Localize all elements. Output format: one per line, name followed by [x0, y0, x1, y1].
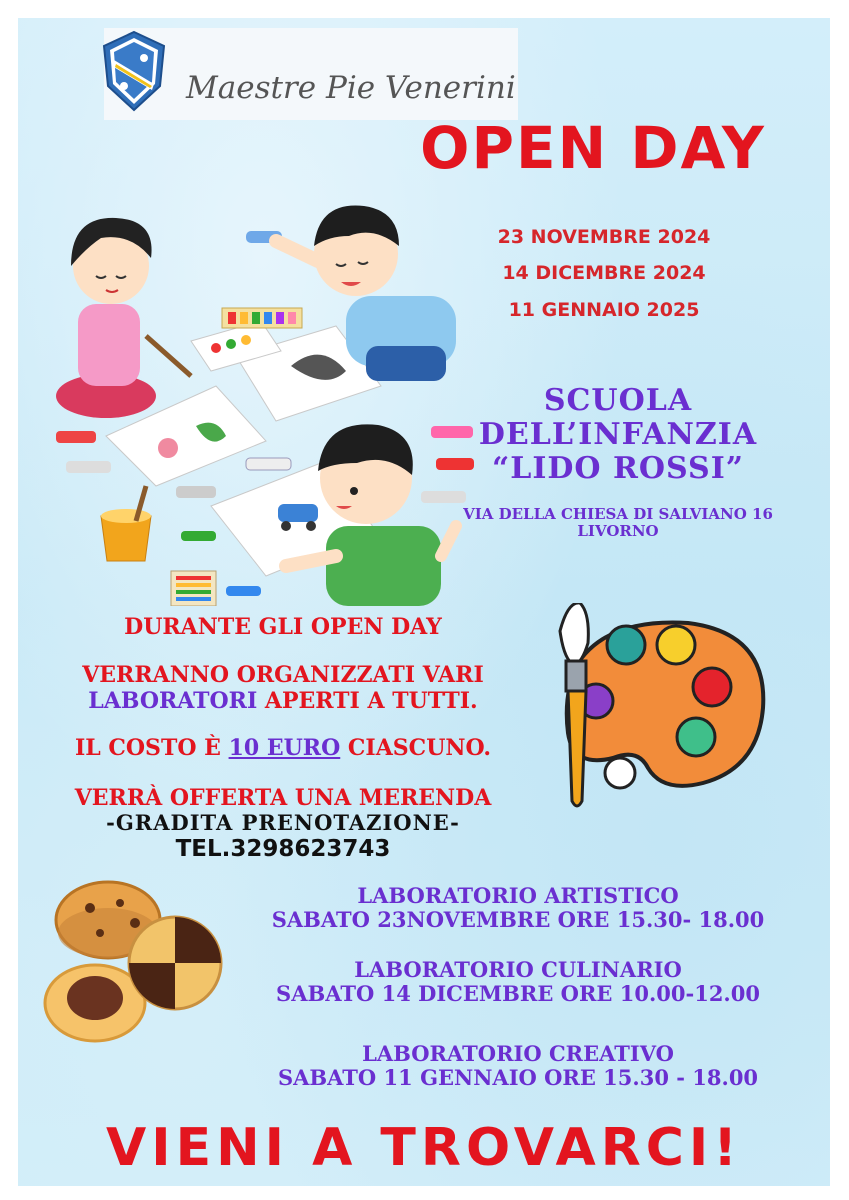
- brand-name: Maestre Pie Venerini: [186, 70, 516, 106]
- cost-suffix: CIASCUNO.: [340, 735, 492, 761]
- children-painting-illustration: [36, 186, 476, 606]
- labs-word: LABORATORI: [88, 688, 258, 714]
- page-title: OPEN DAY: [420, 114, 766, 182]
- lab-name: LABORATORIO CULINARIO: [354, 957, 682, 982]
- info-booking: -GRADITA PRENOTAZIONE-: [106, 810, 460, 835]
- lab-schedule: SABATO 11 GENNAIO ORE 15.30 - 18.00: [277, 1065, 759, 1090]
- open-day-date: 11 GENNAIO 2025: [508, 299, 700, 321]
- open-day-date: 23 NOVEMBRE 2024: [497, 226, 711, 248]
- call-to-action: VIENI A TROVARCI!: [106, 1118, 742, 1178]
- lab-name: LABORATORIO CREATIVO: [362, 1041, 674, 1066]
- school-address: VIA DELLA CHIESA DI SALVIANO 16: [463, 505, 773, 523]
- cost-value: 10 EURO: [228, 735, 341, 761]
- open-to-all: APERTI A TUTTI.: [257, 688, 478, 714]
- flyer: [18, 18, 830, 1186]
- open-day-date: 14 DICEMBRE 2024: [502, 262, 706, 284]
- paint-palette-icon: [538, 603, 768, 823]
- school-name-line: SCUOLA: [543, 383, 693, 418]
- lab-name: LABORATORIO ARTISTICO: [357, 883, 679, 908]
- cookies-illustration: [40, 878, 225, 1048]
- info-phone: TEL.3298623743: [175, 836, 391, 862]
- cost-label: IL COSTO È: [74, 735, 229, 761]
- school-city: LIVORNO: [577, 522, 659, 540]
- info-cost-line: [18, 735, 548, 761]
- info-labs-line: [18, 688, 548, 714]
- school-crest-icon: [100, 30, 168, 114]
- school-name-line: DELL’INFANZIA: [478, 417, 758, 452]
- info-organized: VERRANNO ORGANIZZATI VARI: [82, 662, 484, 688]
- lab-schedule: SABATO 23NOVEMBRE ORE 15.30- 18.00: [271, 907, 765, 932]
- school-name-line: “LIDO ROSSI”: [492, 451, 744, 486]
- info-during: DURANTE GLI OPEN DAY: [124, 614, 442, 640]
- lab-schedule: SABATO 14 DICEMBRE ORE 10.00-12.00: [276, 981, 760, 1006]
- info-snack: VERRÀ OFFERTA UNA MERENDA: [74, 785, 492, 811]
